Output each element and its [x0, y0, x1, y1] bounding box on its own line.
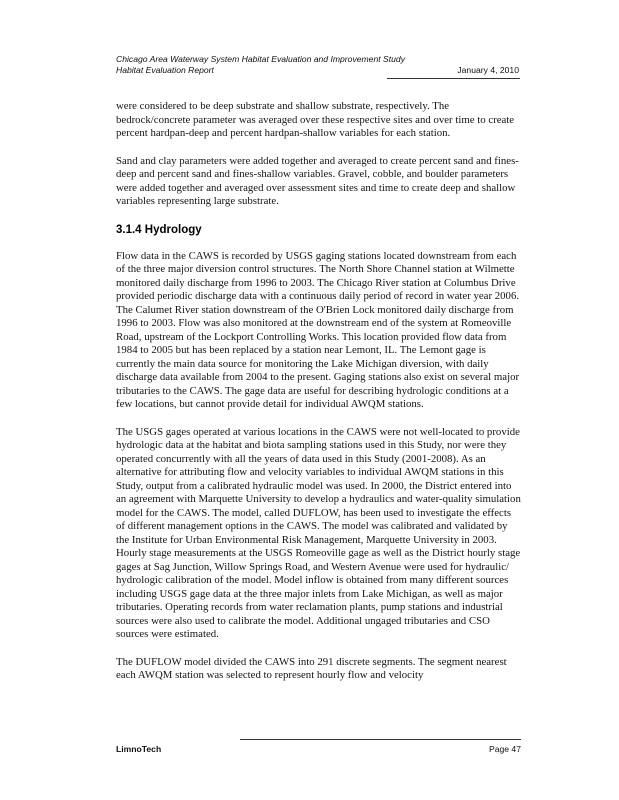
footer-company: LimnoTech [116, 744, 162, 754]
paragraph-duflow-model: The USGS gages operated at various locations in the CAWS were not well-located to provide hydrologic data at the habitat and biota sampling stations used in this Study, nor were they operated concurrently with all the years of data used in this Study (2001-2008). As an alternative for attributing flow and velocity variables to individual AWQM stations in this Study, output from a calibrated hydraulic model was used. In 2000, the District entered into an agreement with Marquette University to develop a hydraulics and water-quality simulation model for the CAWS. The model, called DUFLOW, has been used to investigate the effects of different management options in the CAWS. The model was calibrated and validated by the Institute for Urban Environmental Risk Management, Marquette University in 2003. Hourly stage measurements at the USGS Romeoville gage as well as the District hourly stage gages at Sag Junction, Willow Springs Road, and Western Avenue were used for hydraulic/ hydrologic calibration of the model. Model inflow is obtained from many different sources including USGS gage data at the three major inlets from Lake Michigan, as well as major tributaries. Operating records from water reclamation plants, pump stations and industrial sources were also used to calibrate the model. Additional ungaged tributaries and CSO sources were estimated. [116, 425, 521, 640]
page-body [116, 100, 521, 697]
paragraph-usgs-gaging-stations: Flow data in the CAWS is recorded by USGS gaging stations located downstream from each of the three major diversion control structures. The North Shore Channel station at Wilmette monitored daily discharge from 1996 to 2003. The Chicago River station at Columbus Drive provided periodic discharge data with a continuous daily period of record in water year 2006. The Calumet River station downstream of the O'Brien Lock monitored daily discharge from 1996 to 2003. Flow was also monitored at the downstream end of the system at Romeoville Road, upstream of the Lockport Controlling Works. This location provided flow data from 1984 to 2005 but has been replaced by a station near Lemont, IL. The Lemont gage is currently the main data source for monitoring the Lake Michigan diversion, with daily discharge data available from 2004 to the present. Gaging stations also exist on several major tributaries to the CAWS. The gage data are useful for describing hydrologic conditions at a few locations, but cannot provide detail for individual AWQM stations. [116, 249, 520, 410]
paragraph-sand-gravel: Sand and clay parameters were added together and averaged to create percent sand and fines-deep and percent sand and fines-shallow variables. Gravel, cobble, and boulder parameters were added together and averaged over assessment sites and time to create deep and shallow variables representing large substrate. [116, 154, 519, 207]
footer-page-number: Page 47 [488, 744, 521, 754]
header-rule [387, 78, 520, 79]
paragraph-substrate-deep-shallow: were considered to be deep substrate and shallow substrate, respectively. The bedrock/concrete parameter was averaged over these respective sites and over time to create percent hardpan-deep and percent hardpan-shallow variables for each station. [116, 100, 515, 139]
header-title: Chicago Area Waterway System Habitat Evaluation and Improvement Study [116, 54, 405, 64]
section-heading-hydrology: 3.1.4 Hydrology [116, 223, 202, 236]
header-subtitle: Habitat Evaluation Report [116, 65, 214, 75]
footer-rule [240, 739, 521, 740]
header-date: January 4, 2010 [457, 65, 519, 75]
paragraph-duflow-segments: The DUFLOW model divided the CAWS into 291 discrete segments. The segment nearest each AWQM station was selected to represent hourly flow and velocity [116, 655, 507, 681]
